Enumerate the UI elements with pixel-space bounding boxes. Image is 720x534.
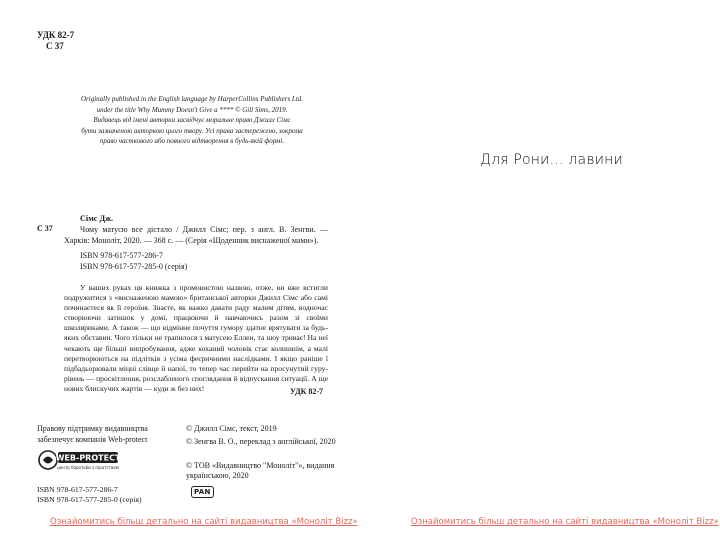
original-line: under the title Why Mummy Doesn't Give a **** © Gill Sims, 2019. [96, 105, 288, 114]
original-line: Originally published in the English language by HarperCollins Publishers Ltd. [80, 95, 304, 103]
copyright-publisher: © ТОВ «Видавництво "Моноліт"», видання українською, 2020 [186, 461, 335, 481]
isbn-bottom-line: ISBN 978-617-577-286-7 [37, 485, 118, 494]
author-heading: Сімс Дж. [80, 214, 114, 223]
udk-bottom: УДК 82-7 [290, 387, 324, 396]
original-line: право часткового або повного відтворення в будь-якій формі. [99, 137, 285, 146]
web-protect-logo-icon [38, 449, 120, 471]
publisher-site-link-right[interactable]: Ознайомитись більш детально на сайті видавництва «Моноліт Bizz» [411, 517, 719, 527]
book-annotation: У ваших руках ця книжка з промовистою назвою, отже, ви вже встигли подружитися з «виснаженою мамою» британської авторки Джилл Сімс або самі починаєтеся як її героїня. Знаєте, як важко давати раду малим дітям, водночас створюючи затишок у домі, працюючи й навчаючись разом зі своїми школяриками. А також — що відмінне почуття гумору здатне врятувати за будь-яких обставин. Чого тільки не трапилося з матусею Еллен, та шоу триває! На неї чекають ще більші випробування, адже коханий чоловік стає колишнім, а малі перетворюються на підлітків з усіма феєричними наслідками. І якщо раніше ї підбадьорювали міцні слівце й напої, то тепер час перейти на просунутий гуру-рівень — просвітлення, розслабленого споглядання й відпускання ситуації. А ще нових блискучих жартів — куди ж без них! [64, 283, 328, 393]
web-protect-logo-name: WEB-PROTECT [55, 453, 120, 463]
bibliographic-record: Чому матусю все дістало / Джилл Сімс; пер. з англ. В. Зенгви. — Харків: Моноліт, 2020. — 368 с. — (Серія «Щоденник виснаженої мами»). [64, 225, 328, 245]
original-publication-notice [58, 94, 326, 147]
udk-code: УДК 82-7 [37, 30, 75, 40]
isbn-series-line: ISBN 978-617-577-285-0 (серія) [80, 262, 188, 271]
copyright-translation: © Зенгва В. О., переклад з англійської, 2020 [186, 437, 336, 446]
isbn-bottom [37, 485, 142, 505]
isbn-line: ISBN 978-617-577-286-7 [80, 251, 163, 260]
dedication: Для Рони… лавини [480, 152, 623, 168]
pan-mark: PAN [191, 486, 214, 498]
original-line: Видавець від імені авторки засвідчує моральне право Джилл Сімс [93, 116, 291, 125]
original-line: бути зазначеною авторкою цього твору. Усі права застережено, зокрема [81, 126, 303, 135]
web-protect-logo [38, 449, 120, 471]
web-protect-logo-tagline: центр боротьби з піратством [57, 465, 119, 470]
isbn-bottom-series-line: ISBN 978-617-577-285-0 (серія) [37, 495, 142, 504]
copyright-author: © Джилл Сімс, текст, 2019 [186, 424, 277, 433]
legal-support-text: Правову підтримку видавництва забезпечує компанія Web-protect [37, 424, 148, 444]
publisher-site-link-left[interactable]: Ознайомитись більш детально на сайті видавництва «Моноліт Bizz» [50, 517, 358, 527]
catalog-code: С 37 [46, 41, 64, 51]
catalog-entry-code: С 37 [37, 224, 53, 233]
